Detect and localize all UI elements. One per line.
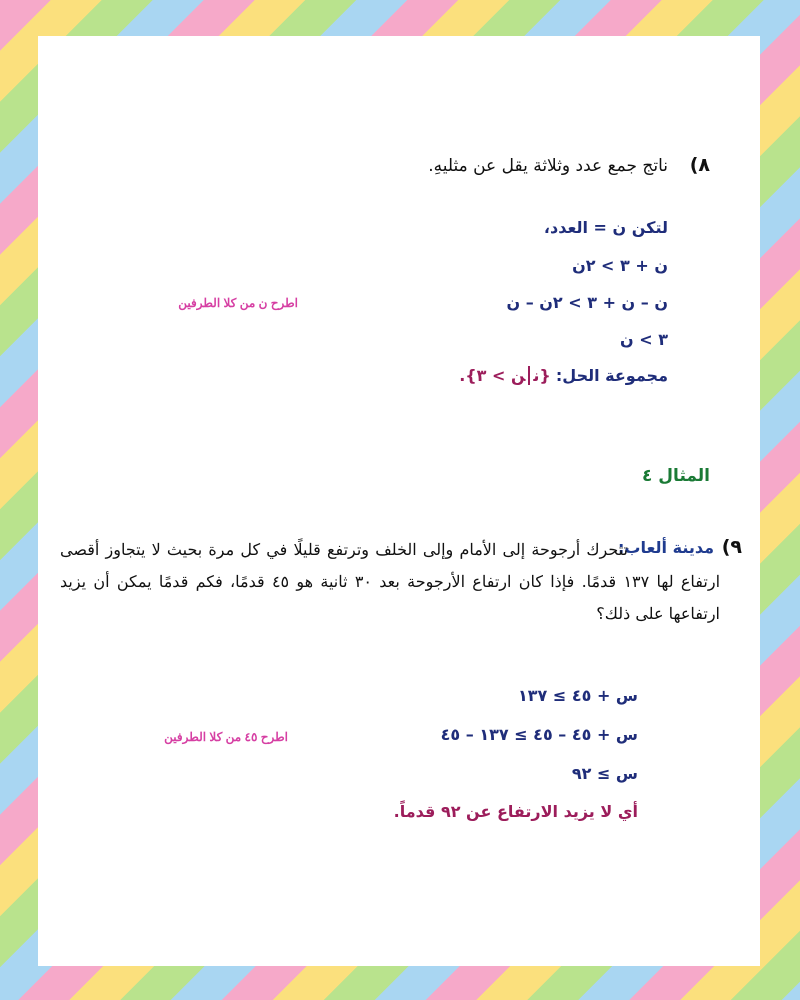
question-9-body: تتحرك أرجوحة إلى الأمام وإلى الخلف وترتفع قليلًا في كل مرة بحيث لا يتجاوز أقصى ارتفاع لها ١٣٧ قدمًا. فإذا كان ارتفاع الأرجوحة بعد ٣٠ ثانية هو ٤٥ قدمًا، فكم قدمًا يمكن أن يزيد ارتفاعها على ذلك؟ (60, 540, 721, 623)
q8-step-2: ن – ن + ٣ > ٢ن – ن (506, 293, 668, 312)
question-8-text: ناتج جمع عدد وثلاثة يقل عن مثليهِ. (428, 156, 668, 176)
question-8-number: ٨) (689, 154, 710, 176)
q9-step-2: س + ٤٥ – ٤٥ ≥ ١٣٧ – ٤٥ (440, 725, 638, 744)
q8-let-line: لتكن ن = العدد، (543, 218, 668, 237)
q8-solution-label: مجموعة الحل: (555, 366, 668, 385)
q8-step-3: ٣ > ن (620, 330, 668, 349)
question-9-label: مدينة ألعاب: (618, 538, 714, 557)
question-9-text (60, 534, 720, 630)
q8-solution-bar (528, 366, 530, 385)
q9-step-1: س + ٤٥ ≥ ١٣٧ (518, 686, 638, 705)
example-title: المثال ٤ (642, 466, 710, 486)
q8-note: اطرح ن من كلا الطرفين (178, 296, 298, 310)
q8-solution-set-right: ن > ٣}. (459, 366, 526, 385)
q8-step-1: ن + ٣ > ٢ن (572, 256, 668, 275)
q8-solution (459, 366, 668, 385)
q9-step-3: س ≥ ٩٢ (571, 764, 638, 783)
worksheet-page (38, 36, 760, 966)
question-9-number: ٩) (721, 536, 742, 558)
q8-solution-set-left: {ن (533, 366, 551, 385)
q9-conclusion: أي لا يزيد الارتفاع عن ٩٢ قدماً. (393, 802, 638, 821)
q9-note: اطرح ٤٥ من كلا الطرفين (164, 730, 288, 744)
